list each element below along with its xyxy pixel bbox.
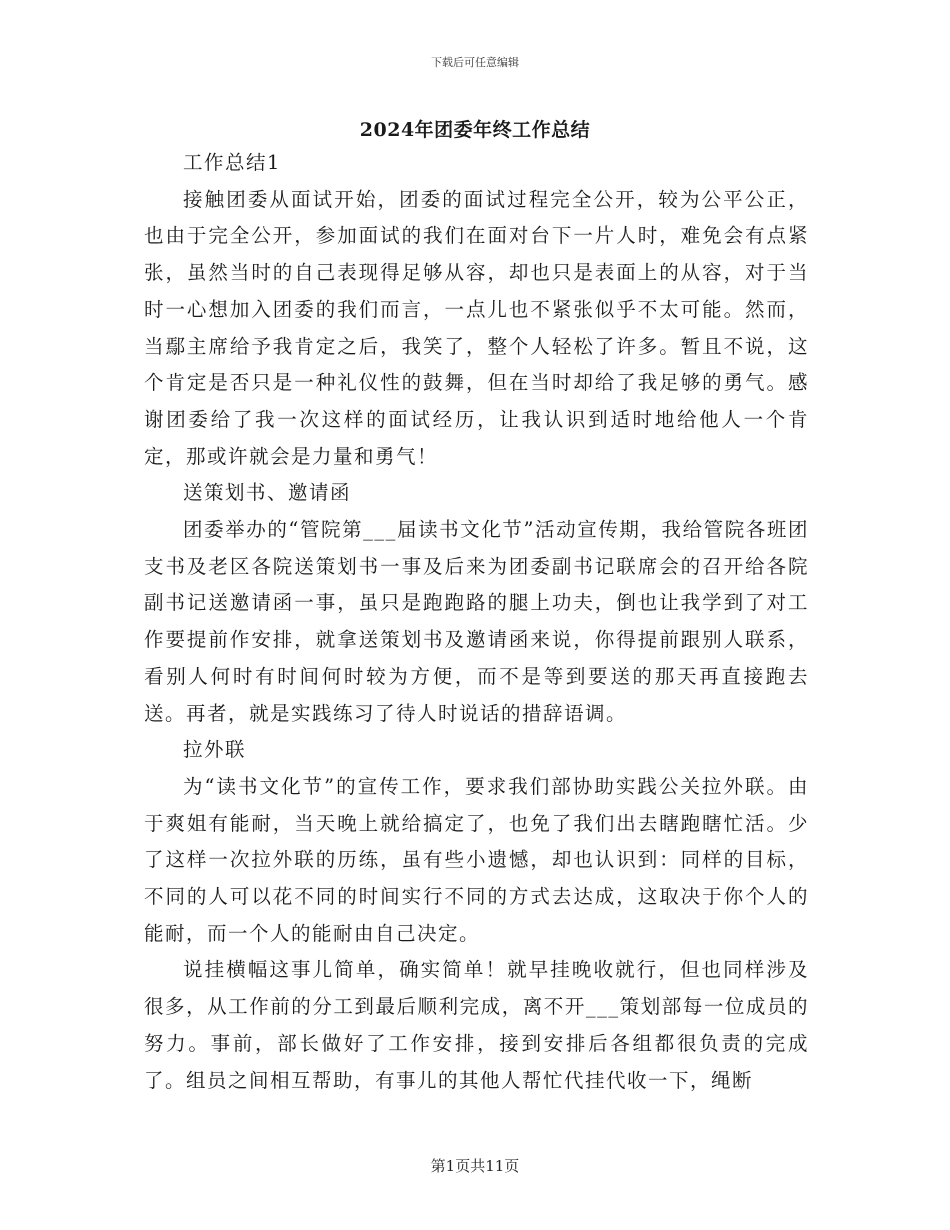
section-heading-proposals: 送策划书、邀请函	[183, 481, 352, 505]
paragraph-sponsorship: 为“读书文化节”的宣传工作，要求我们部协助实践公关拉外联。由于爽姐有能耐，当天晚上就给搞定了，也免了我们出去瞎跑瞎忙活。少了这样一次拉外联的历练，虽有些小遗憾，却也认识到：同样的目标，不同的人可以花不同的时间实行不同的方式去达成，这取决于你个人的能耐，而一个人的能耐由自己决定。	[144, 774, 809, 945]
document-body	[144, 145, 809, 1099]
paragraph-proposals: 团委举办的“管院第___届读书文化节”活动宣传期，我给管院各班团支书及老区各院送策划书一事及后来为团委副书记联席会的召开给各院副书记送邀请函一事，虽只是跑跑路的腿上功夫，倒也让我学到了对工作要提前作安排，就拿送策划书及邀请函来说，你得提前跟别人联系，看别人何时有时间何时较为方便，而不是等到要送的那天再直接跑去送。再者，就是实践练习了待人时说话的措辞语调。	[144, 518, 809, 725]
paragraph-banners: 说挂横幅这事儿简单，确实简单！就早挂晚收就行，但也同样涉及很多，从工作前的分工到最后顺利完成，离不开___策划部每一位成员的努力。事前，部长做好了工作安排，接到安排后各组都很负责的完成了。组员之间相互帮助，有事儿的其他人帮忙代挂代收一下，绳断	[144, 958, 809, 1092]
section-heading-sponsorship: 拉外联	[183, 738, 247, 762]
page-footer: 第1页共11页	[430, 1157, 520, 1175]
section-heading-work-summary: 工作总结1	[183, 151, 281, 174]
page-header-note: 下载后可任意编辑	[431, 56, 519, 69]
paragraph-interview: 接触团委从面试开始，团委的面试过程完全公开，较为公平公正，也由于完全公开，参加面试的我们在面对台下一片人时，难免会有点紧张，虽然当时的自己表现得足够从容，却也只是表面上的从容，对于当时一心想加入团委的我们而言，一点儿也不紧张似乎不太可能。然而，当鄢主席给予我肯定之后，我笑了，整个人轻松了许多。暂且不说，这个肯定是否只是一种礼仪性的鼓舞，但在当时却给了我足够的勇气。感谢团委给了我一次这样的面试经历，让我认识到适时地给他人一个肯定，那或许就会是力量和勇气！	[144, 187, 809, 468]
document-title: 2024年团委年终工作总结	[359, 119, 591, 141]
